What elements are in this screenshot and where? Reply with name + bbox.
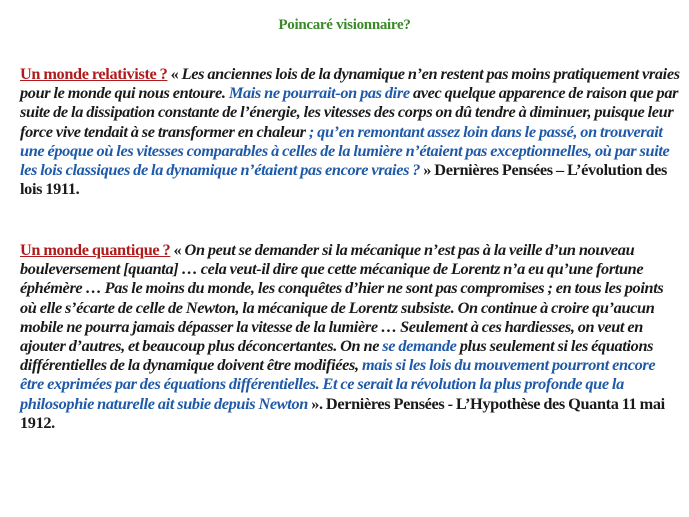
slide-title: Poincaré visionnaire? xyxy=(278,17,411,33)
paragraph-header: Un monde relativiste ? xyxy=(20,64,168,83)
quote-text: On peut se demander si la mécanique n’est pas à la veille d’un nouveau bouleversement [quanta] … cela veut-il dire que cette mécanique de Lorentz n’a eu qu’une fortune éphémère … Pas le moins du monde, les conquêtes d’hier ne sont pas compromises ; en tous les points où elle s’écarte de celle de Newton, la mécanique de Lorentz subsiste. On continue à croire qu’aucun mobile ne pourra jamais dépasser la vitesse de la lumière … Seulement à ces hardiesses, on veut en ajouter d’autres, et beaucoup plus déconcertantes. On ne xyxy=(20,240,664,356)
paragraph-quantum xyxy=(20,240,680,432)
highlighted-quote: Mais ne pourrait-on pas dire xyxy=(228,83,410,103)
source-citation: ». Dernières Pensées - L’Hypothèse des Quanta 11 mai 1912. xyxy=(20,393,665,432)
highlighted-quote: mais si les lois du mouvement pourront encore être exprimées par des équations différentielles. Et ce serait la révolution la plus profonde que la philosophie naturelle ait subie depuis Newton xyxy=(20,355,656,413)
paragraph-relativistic xyxy=(20,64,680,198)
source-citation: » Dernières Pensées – L’évolution des lois 1911. xyxy=(20,160,667,199)
highlighted-quote: se demande xyxy=(382,336,457,356)
open-quote: « xyxy=(167,64,182,83)
quote-text: plus seulement si les équations différentielles de la dynamique doivent être modifiées, xyxy=(20,336,654,375)
quote-text: avec quelque apparence de raison que par suite de la dissipation constante de l’énergie, les vitesses des corps on dû tendre à diminuer, puisque leur force vive tendait à se transformer en chaleur xyxy=(20,83,679,141)
highlighted-quote: ; qu’en remontant assez loin dans le passé, on trouverait une époque où les vitesses comparables à celles de la lumière n’étaient pas exceptionnelles, où par suite les lois classiques de la dynamique n’étaient pas encore vraies ? xyxy=(20,121,670,180)
paragraph-header: Un monde quantique ? xyxy=(20,240,171,259)
open-quote: « xyxy=(170,240,185,259)
quote-text: Les anciennes lois de la dynamique n’en restent pas moins pratiquement vraies pour le monde qui nous entoure. xyxy=(20,64,680,103)
